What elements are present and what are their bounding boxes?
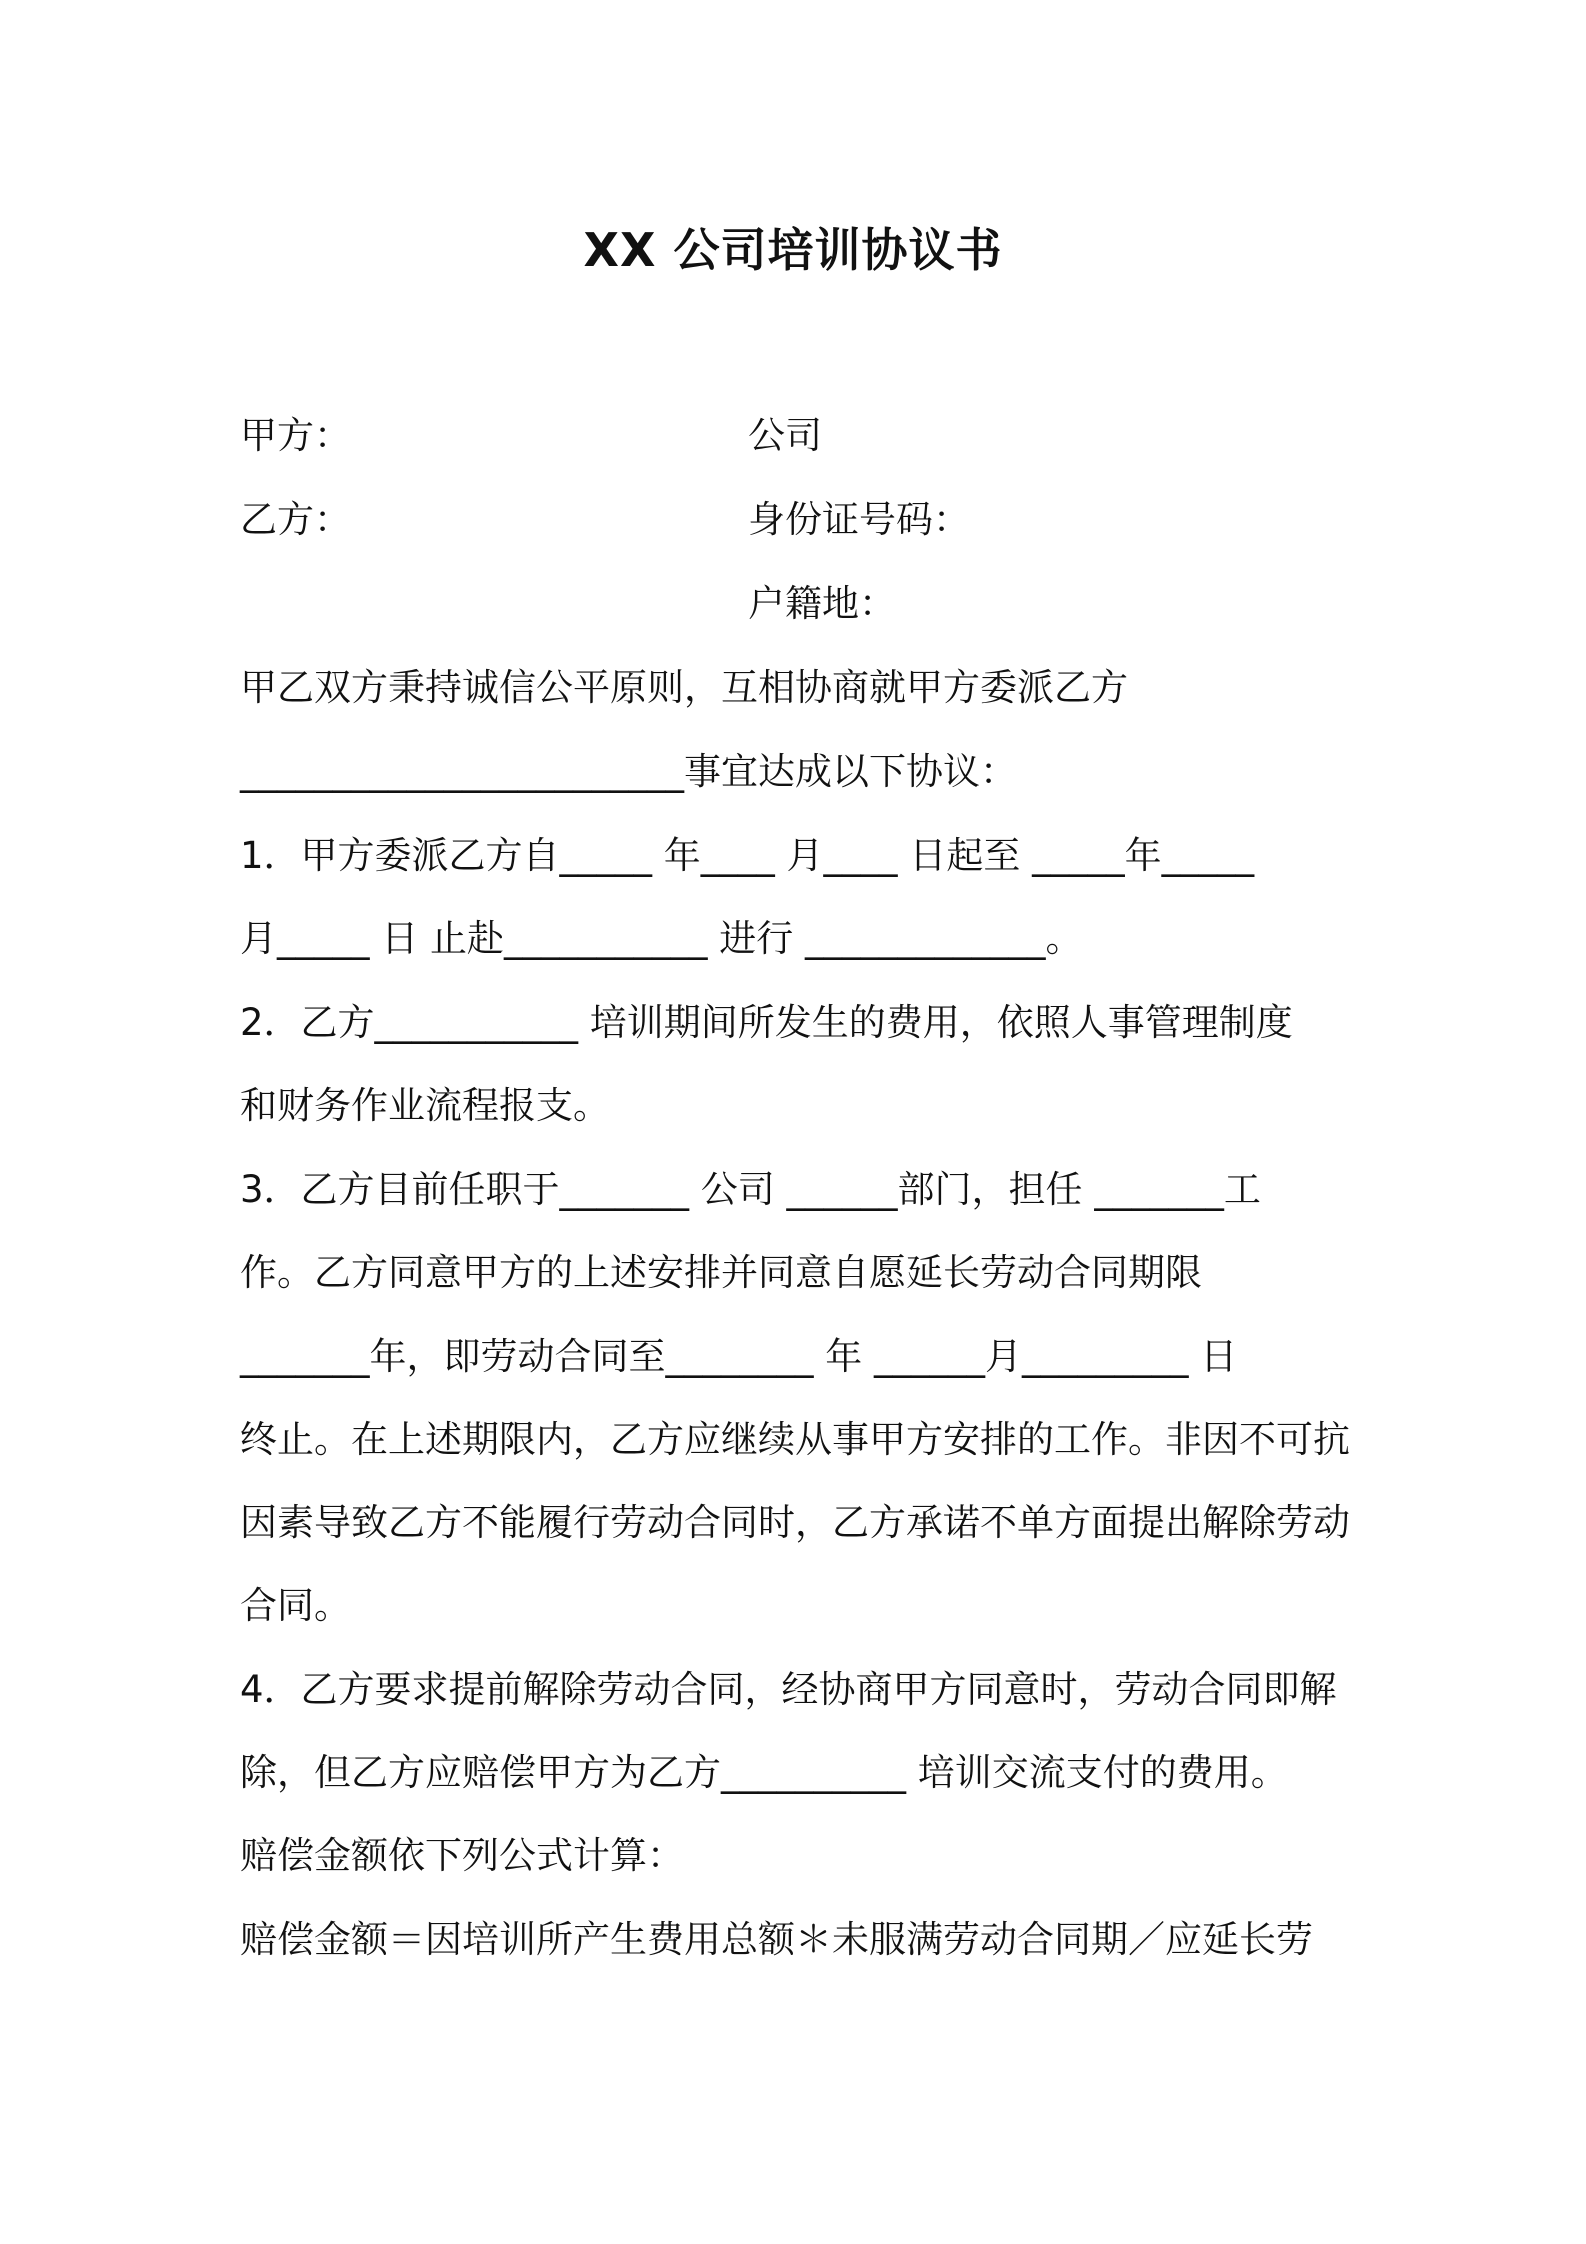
document-title: XX 公司培训协议书 [583, 223, 1003, 277]
body-line: _______年，即劳动合同至________ 年 ______月_________ 日 [240, 1335, 1238, 1378]
clause-2: 2．乙方___________ 培训期间所发生的费用，依照人事管理制度 [240, 1001, 1293, 1044]
body-line: 月_____ 日 止赴___________ 进行 _____________。 [240, 917, 1083, 960]
body-line: 终止。在上述期限内，乙方应继续从事甲方安排的工作。非因不可抗 [240, 1418, 1350, 1461]
body-line: 因素导致乙方不能履行劳动合同时，乙方承诺不单方面提出解除劳动 [240, 1501, 1350, 1544]
body-line: ________________________事宜达成以下协议： [240, 750, 1017, 793]
party-a-company: 公司 [748, 414, 822, 457]
body-line: 作。乙方同意甲方的上述安排并同意自愿延长劳动合同期限 [240, 1251, 1202, 1294]
body-line: 赔偿金额＝因培训所产生费用总额＊未服满劳动合同期／应延长劳 [240, 1918, 1313, 1961]
body-line: 合同。 [240, 1584, 351, 1627]
party-a-label: 甲方： [240, 414, 351, 457]
body-line: 除，但乙方应赔偿甲方为乙方__________ 培训交流支付的费用。 [240, 1751, 1288, 1794]
body-line: 甲乙双方秉持诚信公平原则，互相协商就甲方委派乙方 [240, 666, 1128, 709]
party-b-label: 乙方： [240, 498, 351, 541]
body-line: 和财务作业流程报支。 [240, 1084, 610, 1127]
household-label: 户籍地： [748, 582, 896, 625]
body-line: 赔偿金额依下列公式计算： [240, 1834, 684, 1877]
clause-3: 3．乙方目前任职于_______ 公司 ______部门，担任 _______工 [240, 1168, 1261, 1211]
id-number-label: 身份证号码： [748, 498, 970, 541]
clause-4: 4．乙方要求提前解除劳动合同，经协商甲方同意时，劳动合同即解 [240, 1668, 1337, 1711]
clause-1: 1．甲方委派乙方自_____ 年____ 月____ 日起至 _____年_____ [240, 834, 1255, 877]
